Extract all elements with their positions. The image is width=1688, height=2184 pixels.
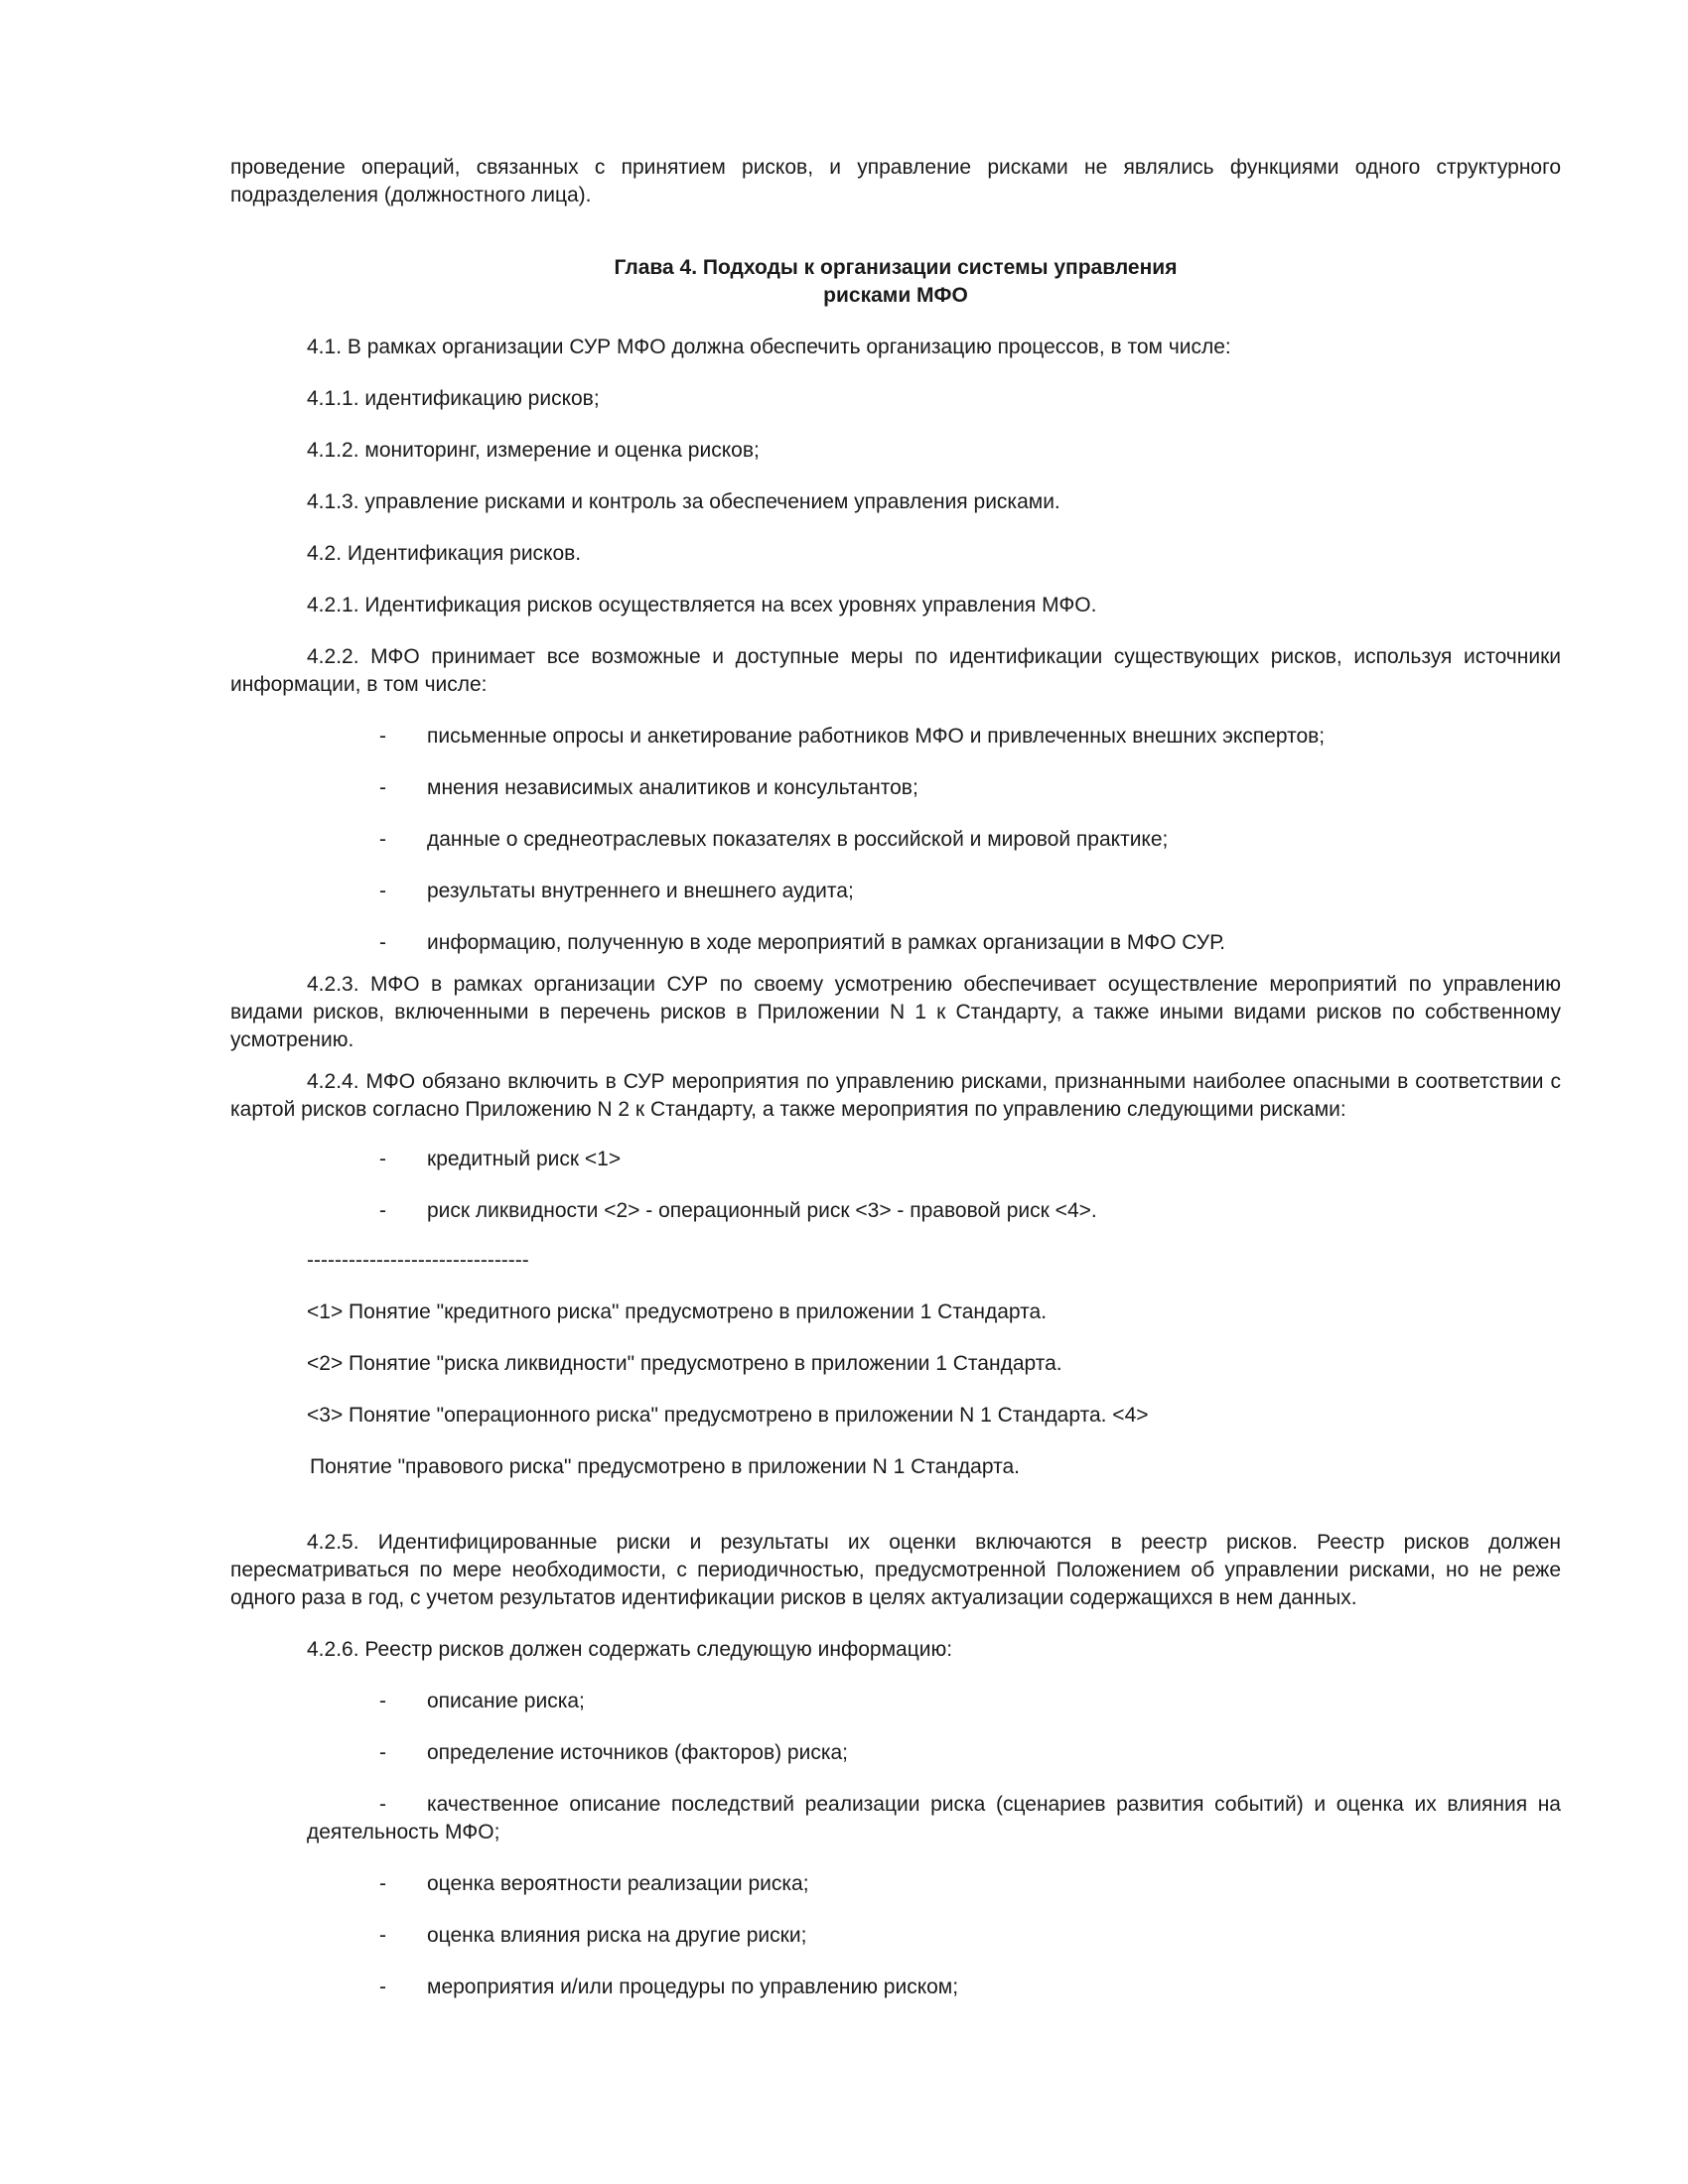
paragraph-4-1-3: 4.1.3. управление рисками и контроль за обеспечением управления рисками. (307, 490, 1060, 513)
list-item-text: данные о среднеотраслевых показателях в российской и мировой практике; (427, 828, 1169, 851)
footnote: Понятие "правового риска" предусмотрено в приложении N 1 Стандарта. (310, 1455, 1020, 1478)
intro-paragraph: проведение операций, связанных с принятием рисков, и управление рисками не являлись функциями одного структурного подразделения (должностного лица). (230, 156, 1561, 206)
paragraph-4-2: 4.2. Идентификация рисков. (307, 542, 582, 565)
list-item (230, 1688, 1561, 1715)
list-item-text: кредитный риск <1> (427, 1148, 622, 1170)
bullet-dash: - (379, 1148, 386, 1170)
list-item (230, 929, 1561, 957)
list-item-text: качественное описание последствий реализации риска (сценариев развития событий) и оценка их влияния на деятельность МФО; (307, 1793, 1561, 1843)
list-item (230, 1197, 1561, 1225)
bullet-dash: - (379, 1690, 386, 1712)
list-item (230, 1922, 1561, 1950)
bullet-dash: - (379, 828, 386, 851)
list-item (230, 723, 1561, 751)
bullet-dash: - (379, 1741, 386, 1764)
paragraph-4-2-6: 4.2.6. Реестр рисков должен содержать следующую информацию: (307, 1638, 953, 1661)
list-item-text: определение источников (факторов) риска; (427, 1741, 848, 1764)
list-item-text: оценка влияния риска на другие риски; (427, 1924, 807, 1947)
bullet-dash: - (379, 1976, 386, 1998)
list-item (230, 826, 1561, 854)
list-item-text: информацию, полученную в ходе мероприятий в рамках организации в МФО СУР. (427, 931, 1225, 954)
paragraph-4-2-4: 4.2.4. МФО обязано включить в СУР мероприятия по управлению рисками, признанными наиболее опасными в соответствии с картой рисков согласно Приложению N 2 к Стандарту, а также мероприятия по управлению следующими рисками: (230, 1070, 1561, 1121)
sources-list (230, 723, 1561, 957)
list-item-text: результаты внутреннего и внешнего аудита; (427, 880, 854, 902)
list-item-text: мероприятия и/или процедуры по управлению риском; (427, 1976, 959, 1998)
bullet-dash: - (379, 1872, 386, 1895)
list-item (230, 1791, 1561, 1846)
document-page (230, 154, 1561, 2001)
list-item (230, 1146, 1561, 1173)
footnote-separator: -------------------------------- (307, 1249, 529, 1272)
risks-list (230, 1146, 1561, 1225)
list-item-text: мнения независимых аналитиков и консультантов; (427, 776, 918, 799)
chapter-title-line-1: Глава 4. Подходы к организации системы управления (614, 256, 1178, 279)
list-item-text: риск ликвидности <2> - операционный риск <3> - правовой риск <4>. (427, 1199, 1097, 1222)
footnote: <3> Понятие "операционного риска" предусмотрено в приложении N 1 Стандарта. <4> (307, 1404, 1149, 1427)
list-item (230, 774, 1561, 802)
paragraph-4-1-2: 4.1.2. мониторинг, измерение и оценка рисков; (307, 439, 760, 462)
list-item-text: письменные опросы и анкетирование работников МФО и привлеченных внешних экспертов; (427, 725, 1326, 748)
registry-list (230, 1688, 1561, 2001)
paragraph-4-1-1: 4.1.1. идентификацию рисков; (307, 387, 600, 410)
list-item-text: описание риска; (427, 1690, 585, 1712)
bullet-dash: - (379, 776, 386, 799)
list-item (230, 1974, 1561, 2001)
paragraph-4-1: 4.1. В рамках организации СУР МФО должна обеспечить организацию процессов, в том числе: (307, 336, 1231, 358)
list-item (230, 1870, 1561, 1898)
list-item-text: оценка вероятности реализации риска; (427, 1872, 809, 1895)
chapter-title-line-2: рисками МФО (823, 284, 968, 307)
paragraph-4-2-3: 4.2.3. МФО в рамках организации СУР по своему усмотрению обеспечивает осуществление мероприятий по управлению видами рисков, включенными в перечень рисков в Приложении N 1 к Стандарту, а также иными видами рисков по собственному усмотрению. (230, 973, 1561, 1051)
footnote: <2> Понятие "риска ликвидности" предусмотрено в приложении 1 Стандарта. (307, 1352, 1062, 1375)
bullet-dash: - (379, 931, 386, 954)
paragraph-4-2-5: 4.2.5. Идентифицированные риски и результаты их оценки включаются в реестр рисков. Реестр рисков должен пересматриваться по мере необходимости, с периодичностью, предусмотренной Положением об управлении рисками, но не реже одного раза в год, с учетом результатов идентификации рисков в целях актуализации содержащихся в нем данных. (230, 1531, 1561, 1609)
bullet-dash: - (379, 880, 386, 902)
bullet-dash: - (379, 1793, 386, 1816)
list-item (230, 1739, 1561, 1767)
paragraph-4-2-1: 4.2.1. Идентификация рисков осуществляется на всех уровнях управления МФО. (307, 594, 1097, 616)
footnote: <1> Понятие "кредитного риска" предусмотрено в приложении 1 Стандарта. (307, 1300, 1048, 1323)
footnotes (230, 1298, 1561, 1481)
list-item (230, 878, 1561, 905)
bullet-dash: - (379, 1199, 386, 1222)
bullet-dash: - (379, 725, 386, 748)
paragraph-4-2-2: 4.2.2. МФО принимает все возможные и доступные меры по идентификации существующих рисков, используя источники информации, в том числе: (230, 645, 1561, 696)
bullet-dash: - (379, 1924, 386, 1947)
